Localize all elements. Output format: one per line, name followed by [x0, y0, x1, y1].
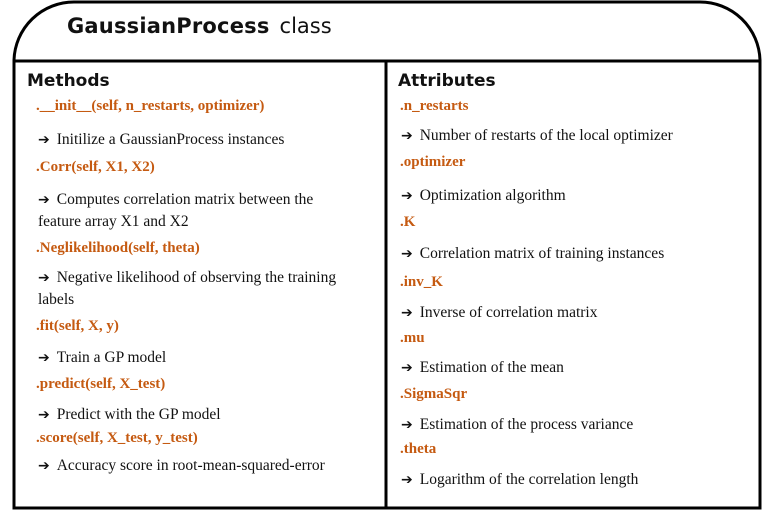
method-corr-signature: .Corr(self, X1, X2)	[36, 159, 155, 175]
method-init-description: ➔ Initilize a GaussianProcess instances	[38, 131, 285, 148]
method-neglikelihood-signature: .Neglikelihood(self, theta)	[36, 240, 200, 256]
class-kind-label: class	[279, 14, 332, 38]
attribute-theta-name: .theta	[400, 441, 437, 457]
method-init-signature: .__init__(self, n_restarts, optimizer)	[36, 98, 265, 114]
arrow-right-icon: ➔	[38, 350, 50, 366]
arrow-right-icon: ➔	[401, 128, 413, 144]
attribute-k-description: ➔ Correlation matrix of training instances	[401, 245, 665, 262]
arrow-right-icon: ➔	[401, 472, 413, 488]
class-name: GaussianProcess	[67, 14, 270, 38]
attribute-mu-name: .mu	[400, 330, 425, 346]
methods-heading: Methods	[27, 71, 110, 91]
method-fit-description: ➔ Train a GP model	[38, 349, 167, 366]
method-predict-signature: .predict(self, X_test)	[36, 376, 166, 392]
method-score-description: ➔ Accuracy score in root-mean-squared-error	[38, 457, 325, 474]
class-title	[67, 14, 332, 38]
attribute-mu-description: ➔ Estimation of the mean	[401, 359, 564, 376]
arrow-right-icon: ➔	[38, 132, 50, 148]
attribute-inv-k-description: ➔ Inverse of correlation matrix	[401, 304, 598, 321]
arrow-right-icon: ➔	[401, 246, 413, 262]
arrow-right-icon: ➔	[38, 458, 50, 474]
method-neglikelihood-description: ➔ Negative likelihood of observing the training labels	[38, 269, 337, 308]
attribute-k-name: .K	[400, 214, 416, 230]
arrow-right-icon: ➔	[38, 407, 50, 423]
attribute-theta-description: ➔ Logarithm of the correlation length	[401, 471, 639, 488]
attribute-sigmasqr-description: ➔ Estimation of the process variance	[401, 416, 634, 433]
arrow-right-icon: ➔	[401, 188, 413, 204]
attribute-optimizer-description: ➔ Optimization algorithm	[401, 187, 566, 204]
arrow-right-icon: ➔	[38, 270, 50, 286]
arrow-right-icon: ➔	[401, 305, 413, 321]
arrow-right-icon: ➔	[38, 192, 50, 208]
attribute-inv-k-name: .inv_K	[400, 274, 443, 290]
method-fit-signature: .fit(self, X, y)	[36, 318, 119, 334]
attributes-heading: Attributes	[398, 71, 496, 91]
method-corr-description: ➔ Computes correlation matrix between the feature array X1 and X2	[38, 191, 314, 230]
method-score-signature: .score(self, X_test, y_test)	[36, 430, 198, 446]
arrow-right-icon: ➔	[401, 417, 413, 433]
attribute-n-restarts-description: ➔ Number of restarts of the local optimizer	[401, 127, 673, 144]
attribute-n-restarts-name: .n_restarts	[400, 98, 469, 114]
arrow-right-icon: ➔	[401, 360, 413, 376]
attribute-optimizer-name: .optimizer	[400, 154, 466, 170]
attribute-sigmasqr-name: .SigmaSqr	[400, 386, 468, 402]
method-predict-description: ➔ Predict with the GP model	[38, 406, 221, 423]
